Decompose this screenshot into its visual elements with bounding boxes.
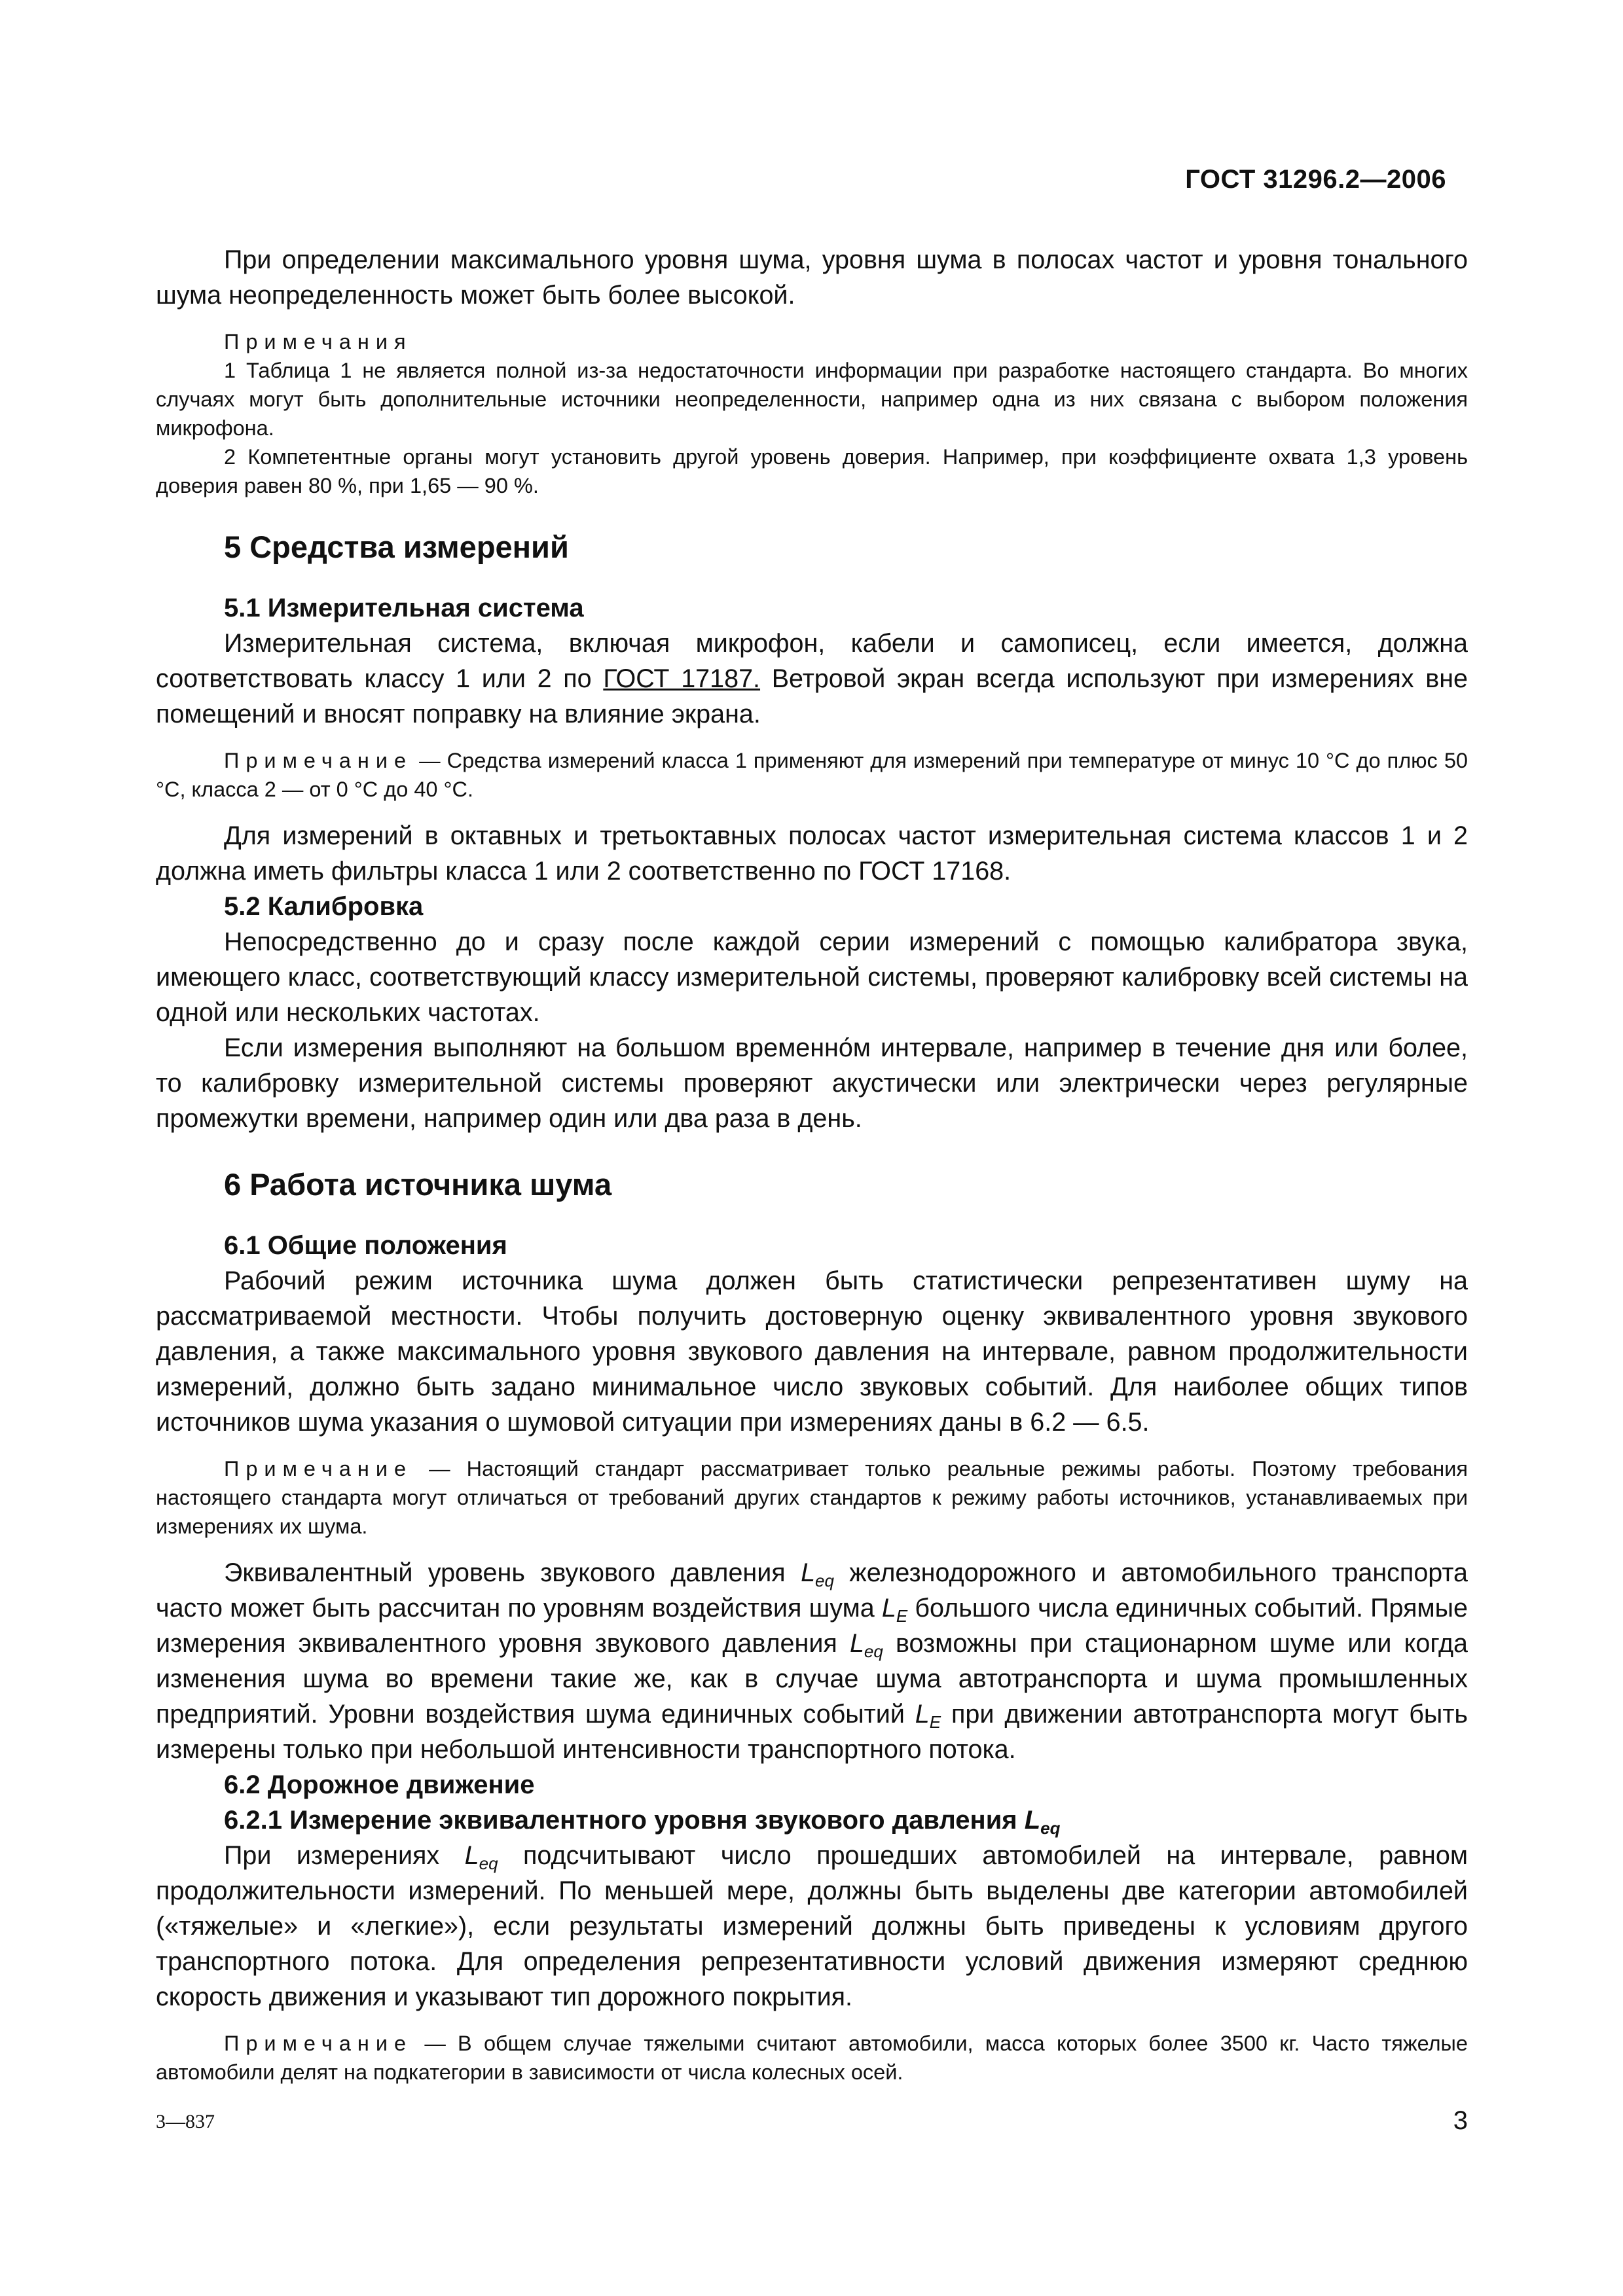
intro-paragraph: При определении максимального уровня шума, уровня шума в полосах частот и уровня тонального шума неопределенность может быть более высокой.	[156, 245, 1468, 310]
print-code: 3—837	[156, 2111, 215, 2132]
page-number: 3	[1453, 2106, 1468, 2135]
section-6-heading: 6 Работа источника шума	[224, 1167, 612, 1202]
notes-title: Примечания	[224, 330, 412, 353]
section-6-2-1-note	[156, 2029, 1468, 2087]
section-6-1-paragraph: Рабочий режим источника шума должен быть статистически репрезентативен шуму на рассматриваемой местности. Чтобы получить достоверную оценку эквивалентного уровня звукового давления, а также максимального уровня звукового давления на интервале, равном продолжительности измерений, должно быть задано минимальное число звуковых событий. Для наиболее общих типов источников шума указания о шумовой ситуации при измерениях даны в 6.2 — 6.5.	[156, 1266, 1468, 1437]
section-6-2-1-paragraph	[156, 1838, 1468, 2015]
subscript-eq: eq	[479, 1854, 498, 1873]
subscript-e: E	[929, 1712, 941, 1732]
section-6-1-note	[156, 1454, 1468, 1541]
subscript-eq: eq	[864, 1641, 883, 1661]
subscript-eq: eq	[1040, 1818, 1061, 1838]
note-2: 2 Компетентные органы могут установить другой уровень доверия. Например, при коэффициенте охвата 1,3 уровень доверия равен 80 %, при 1,65 — 90 %.	[156, 445, 1468, 497]
note-1: 1 Таблица 1 не является полной из-за недостаточности информации при разработке настоящего стандарта. Во многих случаях могут быть дополнительные источники неопределенности, например одна из них связана с выбором положения микрофона.	[156, 359, 1468, 440]
section-5-1-paragraph	[156, 626, 1468, 732]
text-run: при движении автотранспорта могут быть измерены только при небольшой интенсивности транспортного потока.	[156, 1700, 1468, 1764]
symbol-l: L	[881, 1594, 896, 1623]
note-text: — В общем случае тяжелыми считают автомобили, масса которых более 3500 кг. Часто тяжелые автомобили делят на подкатегории в зависимости от числа колесных осей.	[156, 2032, 1468, 2084]
gost-17187-link[interactable]: ГОСТ 17187.	[603, 664, 761, 693]
note-text: — Настоящий стандарт рассматривает только реальные режимы работы. Поэтому требования настоящего стандарта могут отличаться от требований других стандартов к режиму работы источников, устанавливаемых при измерениях их шума.	[156, 1457, 1468, 1538]
text-run: Ветровой экран всегда используют при измерениях вне помещений и вносят поправку на влияние экрана.	[156, 664, 1468, 728]
section-5-2-paragraph-1: Непосредственно до и сразу после каждой серии измерений с помощью калибратора звука, имеющего класс, соответствующий классу измерительной системы, проверяют калибровку всей системы на одной или нескольких частотах.	[156, 927, 1468, 1027]
text-run: возможны при стационарном шуме или когда изменения шума во времени такие же, как в случае шума автотранспорта и шума промышленных предприятий. Уровни воздействия шума единичных событий	[156, 1629, 1468, 1729]
section-5-2-heading: 5.2 Калибровка	[224, 892, 424, 921]
text-run: При измерениях	[224, 1841, 465, 1870]
note-label: Примечание	[224, 2032, 413, 2055]
subscript-eq: eq	[815, 1571, 834, 1590]
note-label: Примечание	[224, 749, 413, 772]
page-content	[156, 242, 1468, 2087]
section-5-1-note	[156, 746, 1468, 804]
text-run: Измерительная система, включая микрофон, кабели и самописец, если имеется, должна соответствовать классу 1 или 2 по	[156, 629, 1468, 693]
section-6-1-leq-paragraph	[156, 1555, 1468, 1767]
note-text: — Средства измерений класса 1 применяют для измерений при температуре от минус 10 °С до плюс 50 °С, класса 2 — от 0 °С до 40 °С.	[156, 749, 1468, 801]
text-run: Эквивалентный уровень звукового давления	[224, 1558, 801, 1587]
section-5-1-heading: 5.1 Измерительная система	[224, 594, 584, 622]
section-6-2-1-heading	[156, 1803, 1468, 1838]
symbol-l: L	[849, 1629, 864, 1658]
note-label: Примечание	[224, 1457, 413, 1480]
section-5-1-filters-paragraph: Для измерений в октавных и третьоктавных полосах частот измерительная система классов 1 и 2 должна иметь фильтры класса 1 или 2 соответственно по ГОСТ 17168.	[156, 821, 1468, 886]
text-run: подсчитывают число прошедших автомобилей на интервале, равном продолжительности измерений. По меньшей мере, должны быть выделены две категории автомобилей («тяжелые» и «легкие»), если результаты измерений должны быть приведены к условиям другого транспортного потока. Для определения репрезентативности условий движения измеряют среднюю скорость движения и указывают тип дорожного покрытия.	[156, 1841, 1468, 2011]
section-5-heading: 5 Средства измерений	[224, 529, 569, 564]
section-6-2-heading: 6.2 Дорожное движение	[224, 1770, 535, 1799]
heading-text: 6.2.1 Измерение эквивалентного уровня звукового давления	[224, 1806, 1025, 1835]
text-run: железнодорожного и автомобильного транспорта часто может быть рассчитан по уровням воздействия шума	[156, 1558, 1468, 1623]
symbol-l: L	[915, 1700, 930, 1729]
subscript-e: E	[896, 1606, 908, 1626]
symbol-l: L	[1024, 1806, 1041, 1835]
text-run: большого числа единичных событий. Прямые измерения эквивалентного уровня звукового давления	[156, 1594, 1468, 1658]
symbol-l: L	[801, 1558, 816, 1587]
section-5-2-paragraph-2: Если измерения выполняют на большом временно́м интервале, например в течение дня или более, то калибровку измерительной системы проверяют акустически или электрически через регулярные промежутки времени, например один или два раза в день.	[156, 1033, 1468, 1133]
symbol-l: L	[464, 1841, 479, 1870]
section-6-1-heading: 6.1 Общие положения	[224, 1231, 507, 1260]
standard-designation: ГОСТ 31296.2—2006	[1185, 165, 1446, 194]
